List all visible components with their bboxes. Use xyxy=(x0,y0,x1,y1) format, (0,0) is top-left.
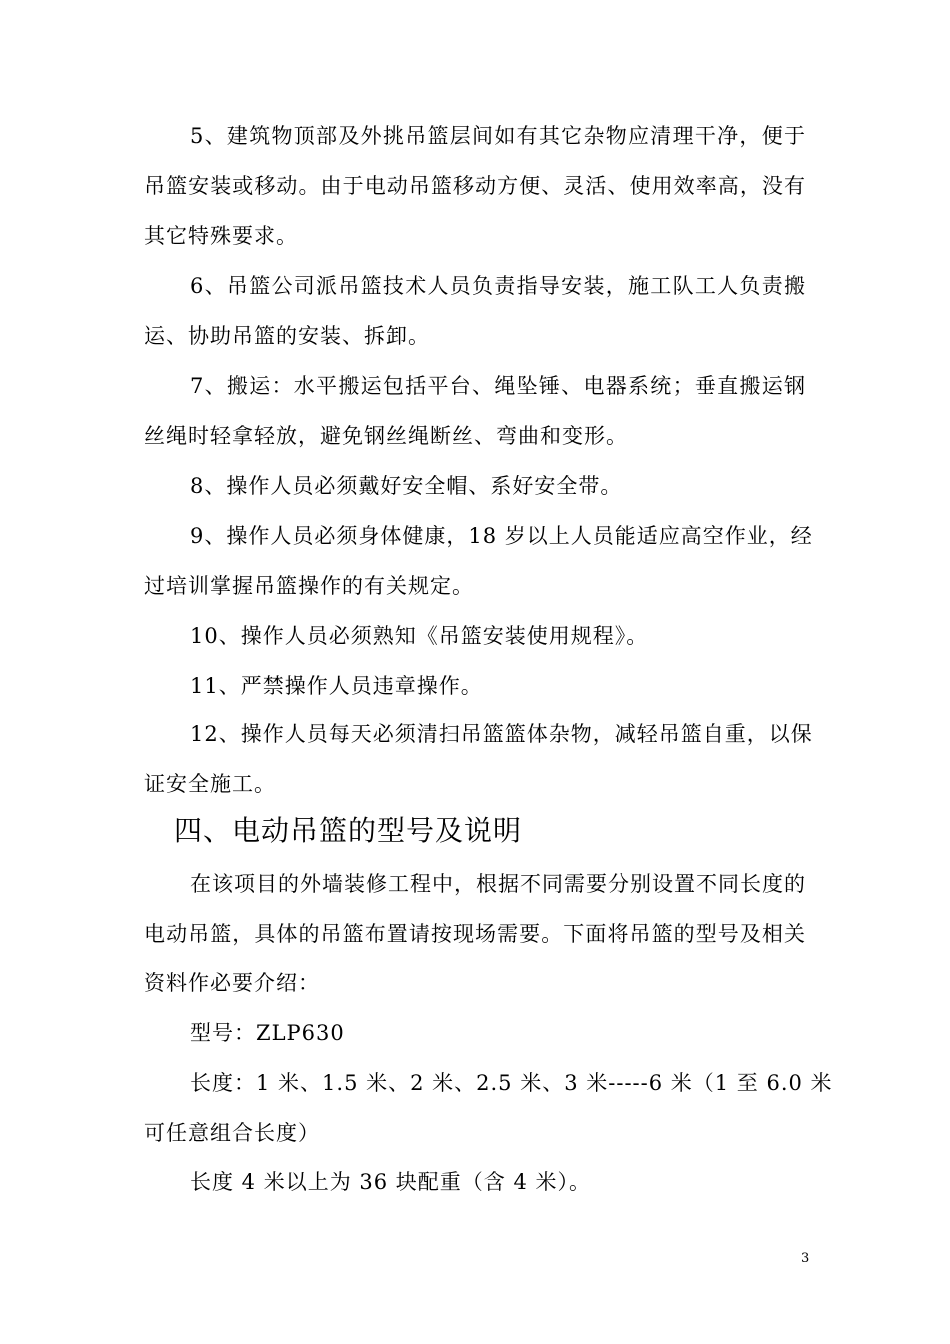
section-paragraph-1-line-1: 在该项目的外墙装修工程中，根据不同需要分别设置不同长度的 xyxy=(190,872,806,896)
paragraph-6-line-1: 6、吊篮公司派吊篮技术人员负责指导安装，施工队工人负责搬 xyxy=(190,274,806,298)
paragraph-10-line-1: 10、操作人员必须熟知《吊篮安装使用规程》。 xyxy=(190,624,649,648)
paragraph-12-line-2: 证安全施工。 xyxy=(144,772,276,796)
paragraph-7-line-2: 丝绳时轻拿轻放，避免钢丝绳断丝、弯曲和变形。 xyxy=(144,424,628,448)
length-line-2: 可任意组合长度） xyxy=(144,1121,320,1145)
counterweight-line: 长度 4 米以上为 36 块配重（含 4 米）。 xyxy=(190,1170,591,1194)
paragraph-6-line-2: 运、协助吊篮的安装、拆卸。 xyxy=(144,324,430,348)
paragraph-8-line-1: 8、操作人员必须戴好安全帽、系好安全带。 xyxy=(190,474,623,498)
model-line: 型号：ZLP630 xyxy=(190,1021,345,1045)
section-heading: 四、电动吊篮的型号及说明 xyxy=(174,814,523,847)
paragraph-9-line-2: 过培训掌握吊篮操作的有关规定。 xyxy=(144,574,474,598)
paragraph-11-line-1: 11、严禁操作人员违章操作。 xyxy=(190,674,483,698)
paragraph-7-line-1: 7、搬运：水平搬运包括平台、绳坠锤、电器系统；垂直搬运钢 xyxy=(190,374,806,398)
paragraph-5-line-2: 吊篮安装或移动。由于电动吊篮移动方便、灵活、使用效率高，没有 xyxy=(144,174,806,198)
paragraph-9-line-1: 9、操作人员必须身体健康，18 岁以上人员能适应高空作业，经 xyxy=(190,524,813,548)
paragraph-12-line-1: 12、操作人员每天必须清扫吊篮篮体杂物，减轻吊篮自重，以保 xyxy=(190,722,813,746)
section-paragraph-1-line-3: 资料作必要介绍： xyxy=(144,971,320,995)
page-number: 3 xyxy=(801,1251,810,1266)
length-line-1: 长度：1 米、1.5 米、2 米、2.5 米、3 米-----6 米（1 至 6.0 米 xyxy=(190,1071,833,1095)
section-paragraph-1-line-2: 电动吊篮，具体的吊篮布置请按现场需要。下面将吊篮的型号及相关 xyxy=(144,922,806,946)
paragraph-5-line-1: 5、建筑物顶部及外挑吊篮层间如有其它杂物应清理干净，便于 xyxy=(190,124,806,148)
paragraph-5-line-3: 其它特殊要求。 xyxy=(144,224,298,248)
